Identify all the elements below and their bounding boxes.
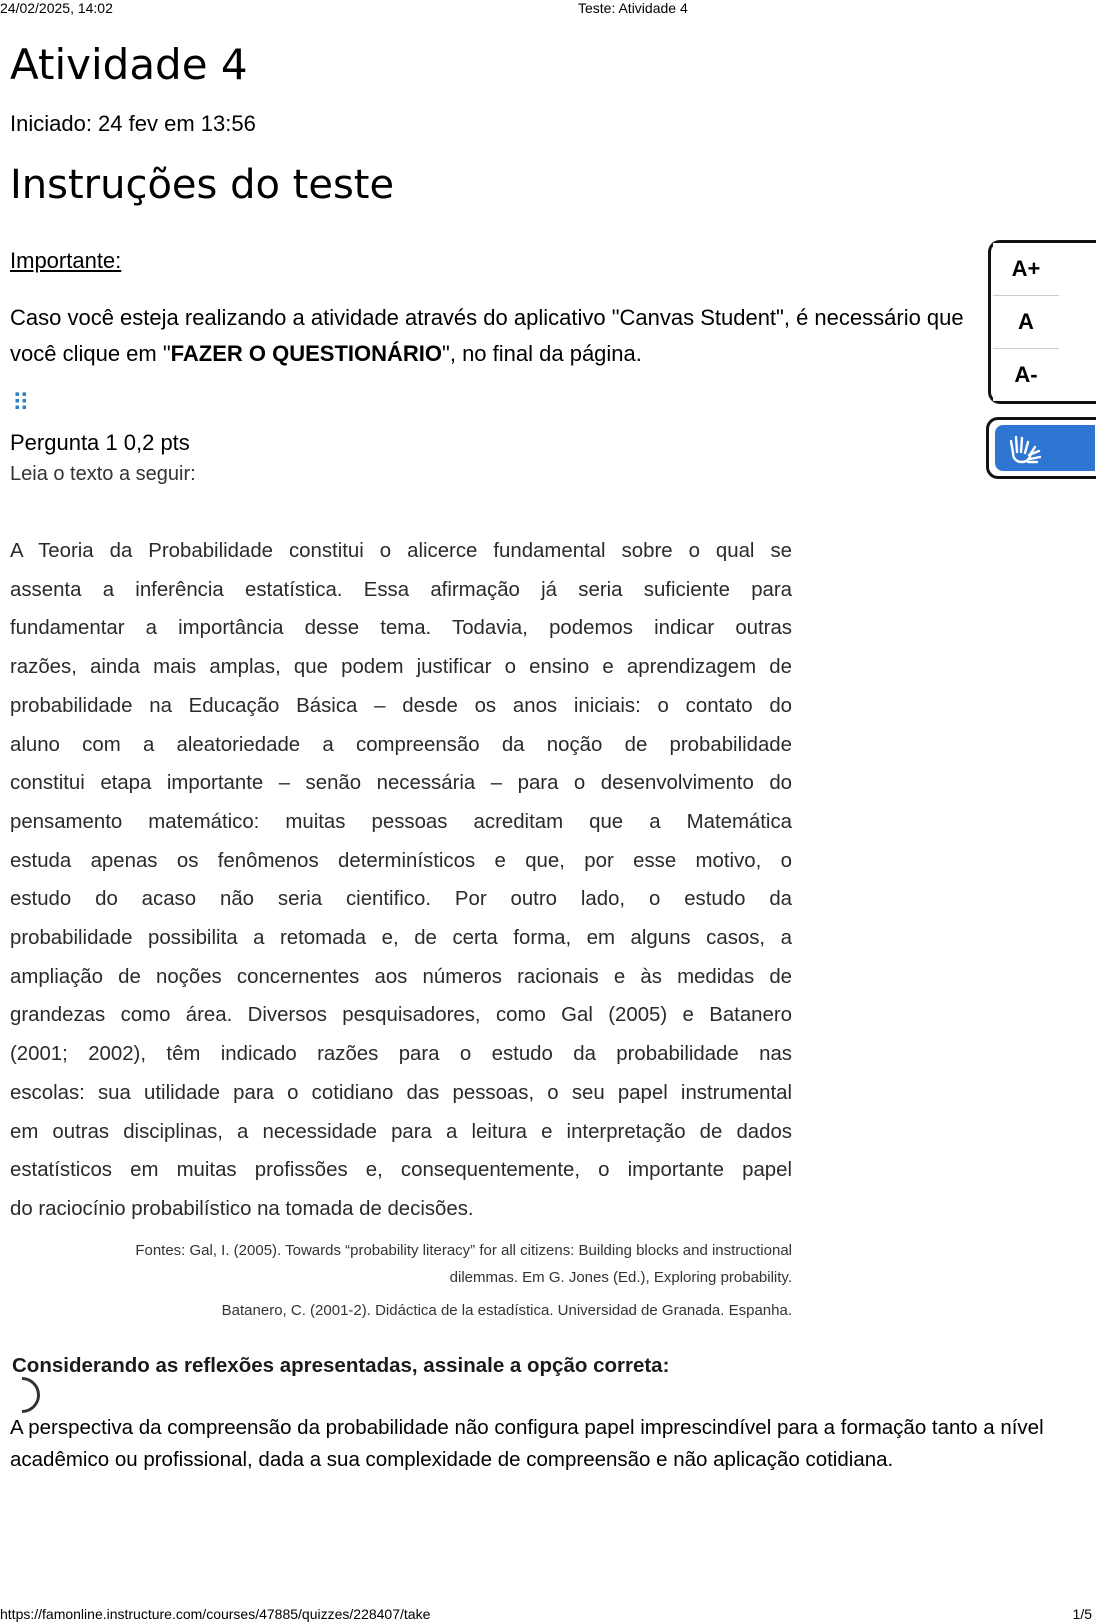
passage-line: razões, ainda mais amplas, que podem justificar o ensino e aprendizagem de [10,656,792,679]
passage-line: do raciocínio probabilístico na tomada de decisões. [10,1197,474,1220]
instruction-line-2-post: ", no final da página. [442,341,642,366]
passage-line: probabilidade na Educação Básica – desde os anos iniciais: o contato do [10,694,792,717]
passage-line: assenta a inferência estatística. Essa afirmação já seria suficiente para [10,578,792,601]
started-timestamp: Iniciado: 24 fev em 13:56 [10,111,256,136]
answer-line-2: acadêmico ou profissional, dada a sua complexidade de compreensão e não aplicação cotidiana. [10,1448,894,1471]
instruction-line-2 [10,336,1010,370]
font-reset-button[interactable]: A [993,296,1059,349]
passage-line: estudo do acaso não seria cientifico. Por outro lado, o estudo da [10,888,792,911]
print-footer-url: https://famonline.instructure.com/courses/47885/quizzes/228407/take [0,1606,431,1622]
page-title: Atividade 4 [10,40,248,89]
source-line-1: Fontes: Gal, I. (2005). Towards “probability literacy” for all citizens: Building blocks and instructional [135,1241,792,1259]
print-header-title: Teste: Atividade 4 [578,0,688,16]
passage-line: grandezas como área. Diversos pesquisadores, como Gal (2005) e Batanero [10,1004,792,1027]
question-passage [10,532,792,1229]
question-prompt: Considerando as reflexões apresentadas, assinale a opção correta: [12,1354,670,1377]
passage-line: pensamento matemático: muitas pessoas acreditam que a Matemática [10,810,792,833]
passage-line: em outras disciplinas, a necessidade para a leitura e interpretação de dados [10,1120,792,1143]
passage-line: escolas: sua utilidade para o cotidiano das pessoas, o seu papel instrumental [10,1081,792,1104]
passage-line: ampliação de noções concernentes aos números racionais e às medidas de [10,965,792,988]
source-line-2: dilemmas. Em G. Jones (Ed.), Exploring probability. [449,1268,792,1286]
print-footer-page-number: 1/5 [1072,1606,1092,1622]
instruction-take-quiz-emphasis: FAZER O QUESTIONÁRIO [170,341,443,366]
vlibras-badge [995,425,1095,471]
answer-option-label[interactable] [10,1412,1070,1476]
passage-line: fundamentar a importância desse tema. Todavia, podemos indicar outras [10,617,792,640]
answer-line-1: A perspectiva da compreensão da probabilidade não configura papel imprescindível para a formação tanto a nível [10,1416,1044,1439]
question-text-image [10,462,792,1324]
font-size-widget [988,240,1096,404]
instruction-line-2-pre: você clique em " [10,341,171,366]
font-increase-button[interactable]: A+ [993,243,1059,296]
instruction-text [10,300,1010,370]
question-header: Pergunta 1 0,2 pts [10,430,190,455]
sign-language-hands-icon [1007,431,1043,465]
passage-line: estatísticos em muitas profissões e, consequentemente, o importante papel [10,1159,792,1182]
instructions-title: Instruções do teste [10,162,395,208]
passage-line: aluno com a aleatoriedade a compreensão da noção de probabilidade [10,733,792,756]
passage-line: constitui etapa importante – senão necessária – para o desenvolvimento do [10,772,792,795]
question-lead: Leia o texto a seguir: [10,463,196,485]
passage-line: A Teoria da Probabilidade constitui o alicerce fundamental sobre o qual se [10,540,792,562]
font-decrease-button[interactable]: A- [993,349,1059,401]
question-sources [10,1237,792,1324]
passage-line: (2001; 2002), têm indicado razões para o estudo da probabilidade nas [10,1043,792,1066]
drag-handle-icon[interactable]: ⠿ [12,390,28,417]
instruction-line-1: Caso você esteja realizando a atividade através do aplicativo "Canvas Student", é necessário que [10,305,964,330]
passage-line: probabilidade possibilita a retomada e, de certa forma, em alguns casos, a [10,927,792,950]
print-header-datetime: 24/02/2025, 14:02 [0,0,113,16]
source-line-3: Batanero, C. (2001-2). Didáctica de la estadística. Universidad de Granada. Espanha. [221,1301,792,1319]
important-label: Importante: [10,248,122,273]
vlibras-button[interactable] [986,417,1096,479]
passage-line: estuda apenas os fenômenos determinísticos e que, por esse motivo, o [10,849,792,872]
